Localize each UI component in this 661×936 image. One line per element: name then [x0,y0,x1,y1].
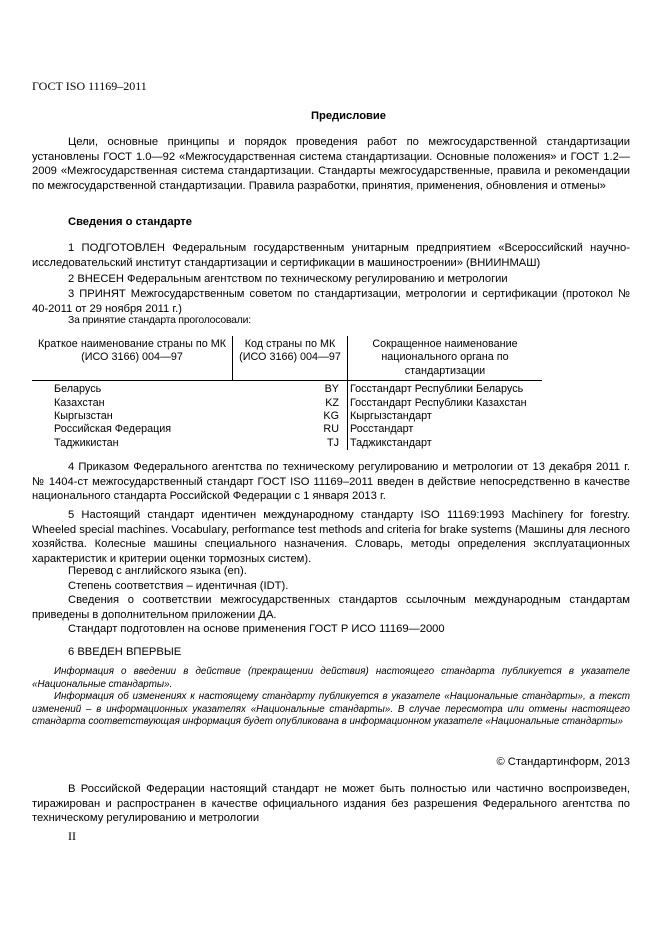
column-header-body: Сокращенное наименование национального органа по стандартизации [348,336,543,381]
item-5-references: Сведения о соответствии межгосударственных стандартов ссылочным международным стандартам приведены в дополнительном приложении ДА. [32,594,630,621]
country-code: KZ [233,397,348,410]
item-6-first-introduced: 6 ВВЕДЕН ВПЕРВЫЕ [68,646,182,658]
table-row [32,423,542,436]
column-header-country: Краткое наименование страны по МК (ИСО 3166) 004—97 [32,336,233,381]
country-name: Казахстан [54,396,105,409]
column-header-code: Код страны по МК (ИСО 3166) 004—97 [233,336,348,381]
country-name: Таджикистан [54,436,119,449]
standards-body: Госстандарт Республики Беларусь [350,383,524,396]
country-name: Кыргызстан [54,410,113,423]
preface-intro: Цели, основные принципы и порядок проведения работ по межгосударственной стандартизации установлены ГОСТ 1.0—92 «Межгосударственная система стандартизации. Основные положения» и ГОСТ 1.2—2009 «Межгосударственная система стандартизации. Стандарты межгосударственные, правила и рекомендации по межгосударственной стандартизации. Правила разработки, принятия, применения, обновления и отмены» [32,136,630,192]
standard-info-title: Сведения о стандарте [68,216,192,228]
reproduction-notice: В Российской Федерации настоящий стандарт не может быть полностью или частично воспроизведен, тиражирован и распространен в качестве официального издания без разрешения Федерального агентства по техническому регулированию и метрологии [32,783,630,825]
page-number: II [68,829,76,843]
country-code: BY [233,381,348,397]
item-1-prepared: 1 ПОДГОТОВЛЕН Федеральным государственным унитарным предприятием «Всероссийский научно-исследовательский институт стандартизации и сертификации в машиностроении» (ВНИИНМАШ) [32,242,630,269]
standard-code-header: ГОСТ ISO 11169–2011 [32,79,147,93]
notice-introduction: Информация о введении в действие (прекращении действия) настоящего стандарта публикуется в указателе «Национальные стандарты». [32,666,630,690]
country-name: Беларусь [54,383,102,396]
item-5-translation: Перевод с английского языка (en). [68,565,247,577]
country-name: Российская Федерация [54,423,172,436]
item-5-conformity: Степень соответствия – идентичная (IDT). [68,580,289,592]
standards-body: Госстандарт Республики Казахстан [350,396,527,409]
table-row [32,381,542,397]
standards-body: Кыргызстандарт [350,410,432,423]
table-row [32,410,542,423]
item-5-identical: 5 Настоящий стандарт идентичен международному стандарту ISO 11169:1993 Machinery for forestry. Wheeled special machines. Vocabulary, performance test methods and criteria for brake systems (Машины для лесного хозяйства. Колесные машины специального назначения. Словарь, методы определения эксплуатационных характеристик и критерии оценки тормозных систем). [32,509,630,565]
item-2-introduced: 2 ВНЕСЕН Федеральным агентством по техническому регулированию и метрологии [68,273,508,285]
preface-title: Предисловие [310,110,387,122]
standards-body: Росстандарт [350,423,414,436]
item-4-order: 4 Приказом Федерального агентства по техническому регулированию и метрологии от 13 декабря 2011 г. № 1404-ст межгосударственный стандарт ГОСТ ISO 11169–2011 введен в действие непосредственно в качестве национального стандарта Российской Федерации с 1 января 2013 г. [32,461,630,503]
table-header-row [32,336,542,381]
country-code: KG [233,410,348,423]
standards-body: Таджикстандарт [350,436,432,449]
table-row [32,437,542,450]
item-3-adopted: 3 ПРИНЯТ Межгосударственным советом по стандартизации, метрологии и сертификации (протокол № 40-2011 от 29 ноября 2011 г.) [32,288,630,315]
voted-label: За принятие стандарта проголосовали: [68,315,251,326]
item-5-basis: Стандарт подготовлен на основе применения ГОСТ Р ИСО 11169—2000 [68,623,445,635]
copyright: © Стандартинформ, 2013 [496,756,630,768]
country-code: RU [233,423,348,436]
country-code: TJ [233,437,348,450]
notice-changes: Информация об изменениях к настоящему стандарту публикуется в указателе «Национальные стандарты», а текст изменений – в информационных указателях «Национальные стандарты». В случае пересмотра или отмены настоящего стандарта соответствующая информация будет опубликована в информационном указателе «Национальные стандарты» [32,691,630,728]
voting-countries-table [32,336,542,450]
table-row [32,397,542,410]
